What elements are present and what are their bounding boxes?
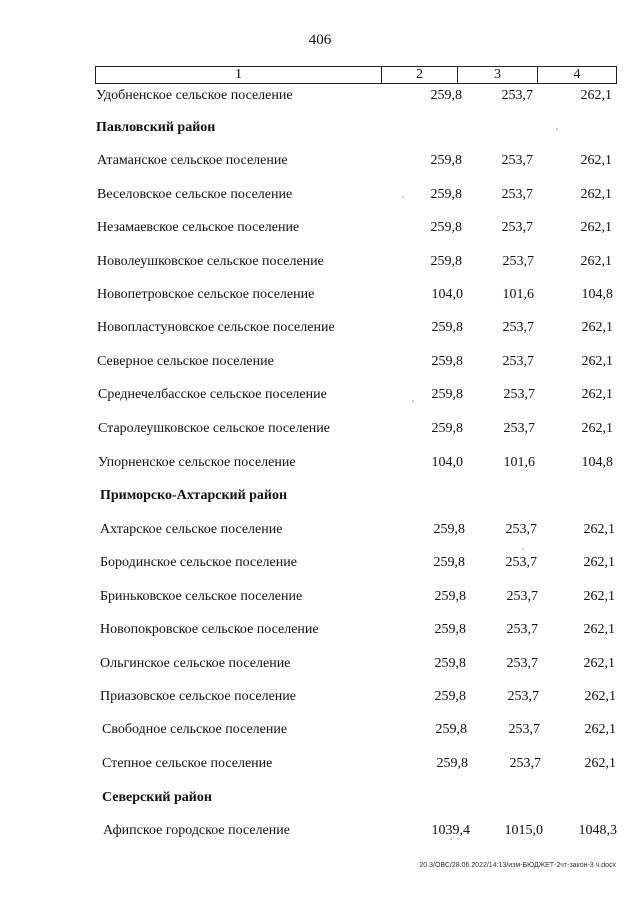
settlement-name: Бородинское сельское поселение (100, 555, 297, 570)
district-heading (0, 486, 640, 506)
value-col-2: 259,8 (434, 622, 466, 637)
table-row (0, 318, 640, 338)
value-col-3: 101,6 (502, 287, 534, 302)
value-col-3: 253,7 (502, 320, 534, 335)
table-row (0, 587, 640, 607)
value-col-3: 253,7 (502, 254, 534, 269)
table-row (0, 419, 640, 439)
value-col-4: 262,1 (580, 153, 612, 168)
value-col-4: 262,1 (583, 555, 615, 570)
district-name: Павловский район (96, 120, 216, 135)
table-row (0, 620, 640, 640)
scan-speck (450, 838, 452, 840)
value-col-4: 1048,3 (578, 823, 617, 838)
value-col-2: 259,8 (434, 656, 466, 671)
table-row (0, 453, 640, 473)
settlement-name: Старолеушковское сельское поселение (98, 421, 330, 436)
table-row (0, 86, 640, 106)
value-col-3: 253,7 (508, 722, 540, 737)
value-col-4: 262,1 (580, 220, 612, 235)
table-row (0, 185, 640, 205)
value-col-4: 262,1 (583, 589, 615, 604)
header-col-4: 4 (573, 67, 581, 82)
value-col-4: 262,1 (581, 421, 613, 436)
value-col-3: 253,7 (505, 555, 537, 570)
value-col-2: 259,8 (431, 320, 463, 335)
table-row (0, 218, 640, 238)
value-col-3: 101,6 (503, 455, 535, 470)
settlement-name: Бриньковское сельское поселение (100, 589, 303, 604)
table-row (0, 352, 640, 372)
table-row (0, 687, 640, 707)
settlement-name: Атаманское сельское поселение (97, 153, 288, 168)
value-col-2: 259,8 (433, 522, 465, 537)
header-col-1: 1 (96, 67, 382, 83)
value-col-2: 259,8 (430, 88, 462, 103)
settlement-name: Северное сельское поселение (97, 354, 274, 369)
settlement-name: Свободное сельское поселение (102, 722, 288, 737)
settlement-name: Упорненское сельское поселение (98, 455, 296, 470)
table-row (0, 151, 640, 171)
settlement-name: Незамаевское сельское поселение (97, 220, 300, 235)
value-col-3: 253,7 (506, 622, 538, 637)
district-heading (0, 118, 640, 138)
value-col-3: 253,7 (509, 756, 541, 771)
value-col-4: 262,1 (580, 187, 612, 202)
table-row (0, 385, 640, 405)
settlement-name: Новолеушковское сельское поселение (97, 254, 324, 269)
district-name: Приморско-Ахтарский район (100, 488, 288, 503)
settlement-name: Удобненское сельское поселение (96, 88, 293, 103)
header-col-2: 2 (382, 67, 458, 83)
value-col-3: 253,7 (507, 689, 539, 704)
district-heading (0, 788, 640, 808)
value-col-2: 259,8 (431, 354, 463, 369)
settlement-name: Ахтарское сельское поселение (100, 522, 283, 537)
value-col-4: 262,1 (583, 656, 615, 671)
value-col-2: 259,8 (430, 153, 462, 168)
settlement-name: Новопластуновское сельское поселение (97, 320, 335, 335)
value-col-4: 262,1 (581, 387, 613, 402)
value-col-2: 259,8 (430, 187, 462, 202)
value-col-4: 262,1 (580, 254, 612, 269)
settlement-name: Степное сельское поселение (102, 756, 273, 771)
value-col-3: 253,7 (501, 88, 533, 103)
scan-speck (412, 400, 414, 402)
value-col-3: 253,7 (503, 421, 535, 436)
scan-speck (522, 548, 524, 550)
value-col-4: 262,1 (584, 756, 616, 771)
value-col-2: 259,8 (431, 421, 463, 436)
page-number: 406 (308, 32, 332, 48)
value-col-3: 253,7 (501, 220, 533, 235)
table-row (0, 520, 640, 540)
settlement-name: Среднечелбасское сельское поселение (98, 387, 327, 402)
value-col-2: 259,8 (436, 756, 468, 771)
value-col-3: 253,7 (501, 153, 533, 168)
table-row (0, 821, 640, 841)
scan-speck (556, 128, 558, 130)
value-col-2: 259,8 (434, 689, 466, 704)
value-col-4: 262,1 (583, 622, 615, 637)
value-col-3: 253,7 (506, 589, 538, 604)
value-col-4: 262,1 (580, 88, 612, 103)
settlement-name: Веселовское сельское поселение (97, 187, 293, 202)
settlement-name: Новопокровское сельское поселение (100, 622, 319, 637)
table-row (0, 553, 640, 573)
value-col-2: 259,8 (433, 555, 465, 570)
value-col-2: 259,8 (430, 220, 462, 235)
value-col-4: 262,1 (581, 320, 613, 335)
value-col-2: 1039,4 (431, 823, 470, 838)
value-col-4: 262,1 (583, 522, 615, 537)
district-name: Северский район (102, 790, 212, 805)
value-col-3: 253,7 (503, 387, 535, 402)
scan-speck (402, 196, 404, 198)
value-col-2: 259,8 (434, 589, 466, 604)
table-row (0, 754, 640, 774)
value-col-4: 262,1 (584, 689, 616, 704)
value-col-4: 104,8 (581, 287, 613, 302)
table-row (0, 654, 640, 674)
value-col-2: 259,8 (430, 254, 462, 269)
value-col-3: 253,7 (506, 656, 538, 671)
settlement-name: Афипское городское поселение (103, 823, 290, 838)
file-path-footer: 20.3/ОВС/28.06.2022/14:13/изм-БЮДЖЕТ-2чт-закон-3 ч.docx (419, 862, 616, 869)
table-row (0, 720, 640, 740)
value-col-3: 253,7 (502, 354, 534, 369)
table-row (0, 252, 640, 272)
value-col-4: 262,1 (584, 722, 616, 737)
value-col-2: 259,8 (431, 387, 463, 402)
value-col-4: 104,8 (581, 455, 613, 470)
settlement-name: Новопетровское сельское поселение (97, 287, 315, 302)
settlement-name: Приазовское сельское поселение (100, 689, 296, 704)
value-col-3: 1015,0 (504, 823, 543, 838)
header-col-3: 3 (458, 67, 538, 83)
value-col-2: 104,0 (431, 287, 463, 302)
value-col-2: 259,8 (435, 722, 467, 737)
settlement-name: Ольгинское сельское поселение (100, 656, 291, 671)
table-row (0, 285, 640, 305)
value-col-4: 262,1 (581, 354, 613, 369)
value-col-2: 104,0 (431, 455, 463, 470)
value-col-3: 253,7 (501, 187, 533, 202)
value-col-3: 253,7 (505, 522, 537, 537)
